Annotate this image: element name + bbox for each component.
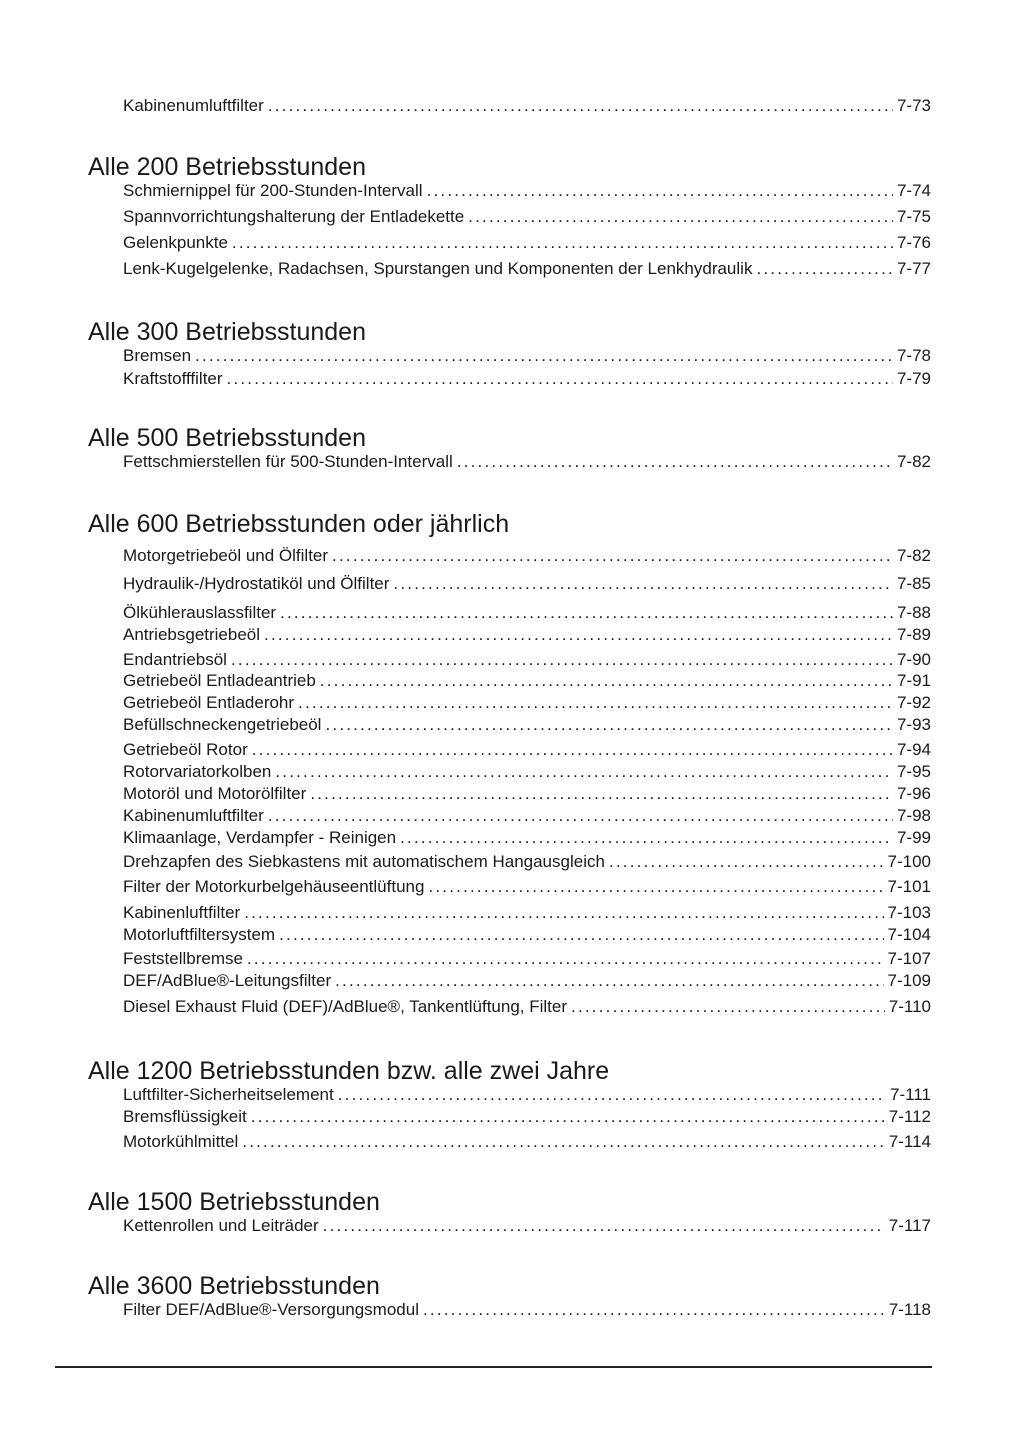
section-heading: Alle 1200 Betriebsstunden bzw. alle zwei Jahre bbox=[88, 1057, 610, 1085]
toc-entry-label: Drehzapfen des Siebkastens mit automatischem Hangausgleich bbox=[123, 852, 605, 871]
toc-entry-page-number: 7-85 bbox=[896, 574, 931, 593]
toc-entry-page-number: 7-98 bbox=[896, 806, 931, 825]
dot-leader bbox=[756, 258, 893, 280]
dot-leader bbox=[242, 1131, 885, 1153]
toc-entry-page-number: 7-100 bbox=[887, 852, 931, 871]
dot-leader bbox=[457, 451, 893, 473]
dot-leader bbox=[275, 761, 893, 783]
toc-entry-page-number: 7-75 bbox=[896, 207, 931, 226]
toc-entry-page-number: 7-76 bbox=[896, 233, 931, 252]
toc-entry-page-number: 7-93 bbox=[896, 715, 931, 734]
toc-entry[interactable] bbox=[123, 451, 931, 473]
toc-entry[interactable] bbox=[123, 624, 931, 646]
toc-entry-page-number: 7-91 bbox=[896, 671, 931, 690]
toc-entry-label: Antriebsgetriebeöl bbox=[123, 625, 261, 644]
dot-leader bbox=[609, 851, 884, 873]
dot-leader bbox=[325, 714, 893, 736]
toc-entry[interactable] bbox=[123, 545, 931, 567]
dot-leader bbox=[268, 95, 893, 117]
section-heading: Alle 600 Betriebsstunden oder jährlich bbox=[88, 510, 510, 538]
toc-entry[interactable] bbox=[123, 573, 931, 595]
toc-entry-page-number: 7-114 bbox=[888, 1132, 931, 1151]
toc-entry-label: Fettschmierstellen für 500-Stunden-Intervall bbox=[123, 452, 453, 471]
toc-entry[interactable] bbox=[123, 827, 931, 849]
toc-entry-label: DEF/AdBlue®-Leitungsfilter bbox=[123, 971, 332, 990]
dot-leader bbox=[393, 573, 893, 595]
toc-entry-page-number: 7-74 bbox=[896, 181, 931, 200]
toc-entry-label: Endantriebsöl bbox=[123, 650, 227, 669]
toc-entry[interactable] bbox=[123, 206, 931, 228]
toc-entry[interactable] bbox=[123, 739, 931, 761]
toc-entry-page-number: 7-82 bbox=[896, 546, 931, 565]
dot-leader bbox=[298, 692, 893, 714]
toc-entry[interactable] bbox=[123, 345, 931, 367]
toc-entry[interactable] bbox=[123, 714, 931, 736]
toc-entry[interactable] bbox=[123, 1084, 931, 1106]
toc-entry[interactable] bbox=[123, 180, 931, 202]
toc-entry-label: Filter DEF/AdBlue®-Versorgungsmodul bbox=[123, 1300, 419, 1319]
toc-entry-label: Getriebeöl Entladerohr bbox=[123, 693, 295, 712]
toc-entry-label: Getriebeöl Entladeantrieb bbox=[123, 671, 316, 690]
dot-leader bbox=[310, 783, 893, 805]
toc-entry[interactable] bbox=[123, 783, 931, 805]
toc-entry-page-number: 7-110 bbox=[888, 997, 931, 1016]
toc-entry-label: Klimaanlage, Verdampfer - Reinigen bbox=[123, 828, 397, 847]
toc-entry[interactable] bbox=[123, 602, 931, 624]
toc-entry-label: Filter der Motorkurbelgehäuseentlüftung bbox=[123, 877, 425, 896]
toc-entry[interactable] bbox=[123, 996, 931, 1018]
toc-entry-page-number: 7-109 bbox=[887, 971, 931, 990]
toc-entry[interactable] bbox=[123, 368, 931, 390]
toc-entry-page-number: 7-103 bbox=[887, 903, 931, 922]
toc-entry-label: Motorkühlmittel bbox=[123, 1132, 239, 1151]
toc-entry[interactable] bbox=[123, 1299, 931, 1321]
toc-entry-page-number: 7-96 bbox=[896, 784, 931, 803]
toc-entry-page-number: 7-78 bbox=[896, 346, 931, 365]
section-heading: Alle 200 Betriebsstunden bbox=[88, 153, 366, 181]
toc-entry[interactable] bbox=[123, 95, 931, 117]
toc-entry-page-number: 7-99 bbox=[896, 828, 931, 847]
toc-entry-label: Motoröl und Motorölfilter bbox=[123, 784, 307, 803]
toc-entry-page-number: 7-73 bbox=[896, 96, 931, 115]
dot-leader bbox=[247, 948, 884, 970]
toc-entry-page-number: 7-88 bbox=[896, 603, 931, 622]
toc-entry-page-number: 7-107 bbox=[887, 949, 931, 968]
toc-entry-page-number: 7-90 bbox=[896, 650, 931, 669]
toc-entry-label: Hydraulik-/Hydrostatiköl und Ölfilter bbox=[123, 574, 390, 593]
dot-leader bbox=[338, 1084, 886, 1106]
toc-entry-label: Getriebeöl Rotor bbox=[123, 740, 248, 759]
toc-entry-label: Ölkühlerauslassfilter bbox=[123, 603, 277, 622]
dot-leader bbox=[320, 670, 893, 692]
toc-entry[interactable] bbox=[123, 902, 931, 924]
toc-entry-page-number: 7-118 bbox=[888, 1300, 931, 1319]
toc-entry-label: Motorluftfiltersystem bbox=[123, 925, 276, 944]
toc-entry-label: Bremsflüssigkeit bbox=[123, 1107, 247, 1126]
toc-entry-page-number: 7-104 bbox=[887, 925, 931, 944]
dot-leader bbox=[232, 232, 893, 254]
toc-entry-label: Rotorvariatorkolben bbox=[123, 762, 272, 781]
dot-leader bbox=[280, 602, 893, 624]
dot-leader bbox=[244, 902, 883, 924]
dot-leader bbox=[332, 545, 893, 567]
toc-entry-page-number: 7-95 bbox=[896, 762, 931, 781]
toc-entry[interactable] bbox=[123, 1106, 931, 1128]
toc-entry-label: Kraftstofffilter bbox=[123, 369, 223, 388]
toc-entry-label: Diesel Exhaust Fluid (DEF)/AdBlue®, Tankentlüftung, Filter bbox=[123, 997, 568, 1016]
toc-entry-label: Luftfilter-Sicherheitselement bbox=[123, 1085, 334, 1104]
dot-leader bbox=[279, 924, 883, 946]
dot-leader bbox=[427, 180, 893, 202]
dot-leader bbox=[268, 805, 893, 827]
section-heading: Alle 500 Betriebsstunden bbox=[88, 424, 366, 452]
toc-entry[interactable] bbox=[123, 851, 931, 873]
toc-entry[interactable] bbox=[123, 232, 931, 254]
section-heading: Alle 300 Betriebsstunden bbox=[88, 318, 366, 346]
footer-divider bbox=[55, 1366, 932, 1368]
toc-entry-label: Kabinenumluftfilter bbox=[123, 806, 264, 825]
toc-entry[interactable] bbox=[123, 692, 931, 714]
toc-entry-page-number: 7-82 bbox=[896, 452, 931, 471]
dot-leader bbox=[252, 739, 893, 761]
toc-entry-label: Motorgetriebeöl und Ölfilter bbox=[123, 546, 329, 565]
toc-entry-label: Kabinenluftfilter bbox=[123, 903, 241, 922]
dot-leader bbox=[400, 827, 893, 849]
toc-entry-label: Gelenkpunkte bbox=[123, 233, 228, 252]
toc-entry-label: Bremsen bbox=[123, 346, 192, 365]
toc-entry-page-number: 7-77 bbox=[896, 259, 931, 278]
toc-entry-page-number: 7-94 bbox=[896, 740, 931, 759]
toc-entry[interactable] bbox=[123, 761, 931, 783]
dot-leader bbox=[227, 368, 893, 390]
dot-leader bbox=[231, 649, 893, 671]
toc-entry-page-number: 7-117 bbox=[888, 1216, 931, 1235]
dot-leader bbox=[323, 1215, 885, 1237]
toc-entry[interactable] bbox=[123, 876, 931, 898]
toc-entry[interactable] bbox=[123, 924, 931, 946]
dot-leader bbox=[251, 1106, 885, 1128]
toc-entry[interactable] bbox=[123, 258, 931, 280]
toc-entry-page-number: 7-79 bbox=[896, 369, 931, 388]
toc-entry-page-number: 7-101 bbox=[887, 877, 931, 896]
toc-entry-label: Lenk-Kugelgelenke, Radachsen, Spurstangen und Komponenten der Lenkhydraulik bbox=[123, 259, 753, 278]
toc-entry-label: Befüllschneckengetriebeöl bbox=[123, 715, 322, 734]
toc-entry-page-number: 7-112 bbox=[888, 1107, 931, 1126]
toc-entry-label: Kabinenumluftfilter bbox=[123, 96, 264, 115]
toc-entry-page-number: 7-111 bbox=[890, 1085, 931, 1104]
dot-leader bbox=[428, 876, 883, 898]
toc-entry-label: Feststellbremse bbox=[123, 949, 243, 968]
toc-entry-page-number: 7-89 bbox=[896, 625, 931, 644]
dot-leader bbox=[423, 1299, 885, 1321]
toc-entry-label: Schmiernippel für 200-Stunden-Intervall bbox=[123, 181, 423, 200]
section-heading: Alle 3600 Betriebsstunden bbox=[88, 1272, 380, 1300]
toc-entry-label: Spannvorrichtungshalterung der Entladekette bbox=[123, 207, 465, 226]
dot-leader bbox=[571, 996, 885, 1018]
dot-leader bbox=[335, 970, 883, 992]
dot-leader bbox=[264, 624, 893, 646]
toc-entry[interactable] bbox=[123, 649, 931, 671]
dot-leader bbox=[195, 345, 893, 367]
toc-entry[interactable] bbox=[123, 1131, 931, 1153]
toc-entry[interactable] bbox=[123, 670, 931, 692]
dot-leader bbox=[468, 206, 893, 228]
toc-entry-page-number: 7-92 bbox=[896, 693, 931, 712]
toc-entry[interactable] bbox=[123, 948, 931, 970]
toc-entry[interactable] bbox=[123, 970, 931, 992]
section-heading: Alle 1500 Betriebsstunden bbox=[88, 1188, 380, 1216]
toc-entry-label: Kettenrollen und Leiträder bbox=[123, 1216, 319, 1235]
toc-entry[interactable] bbox=[123, 1215, 931, 1237]
toc-entry[interactable] bbox=[123, 805, 931, 827]
